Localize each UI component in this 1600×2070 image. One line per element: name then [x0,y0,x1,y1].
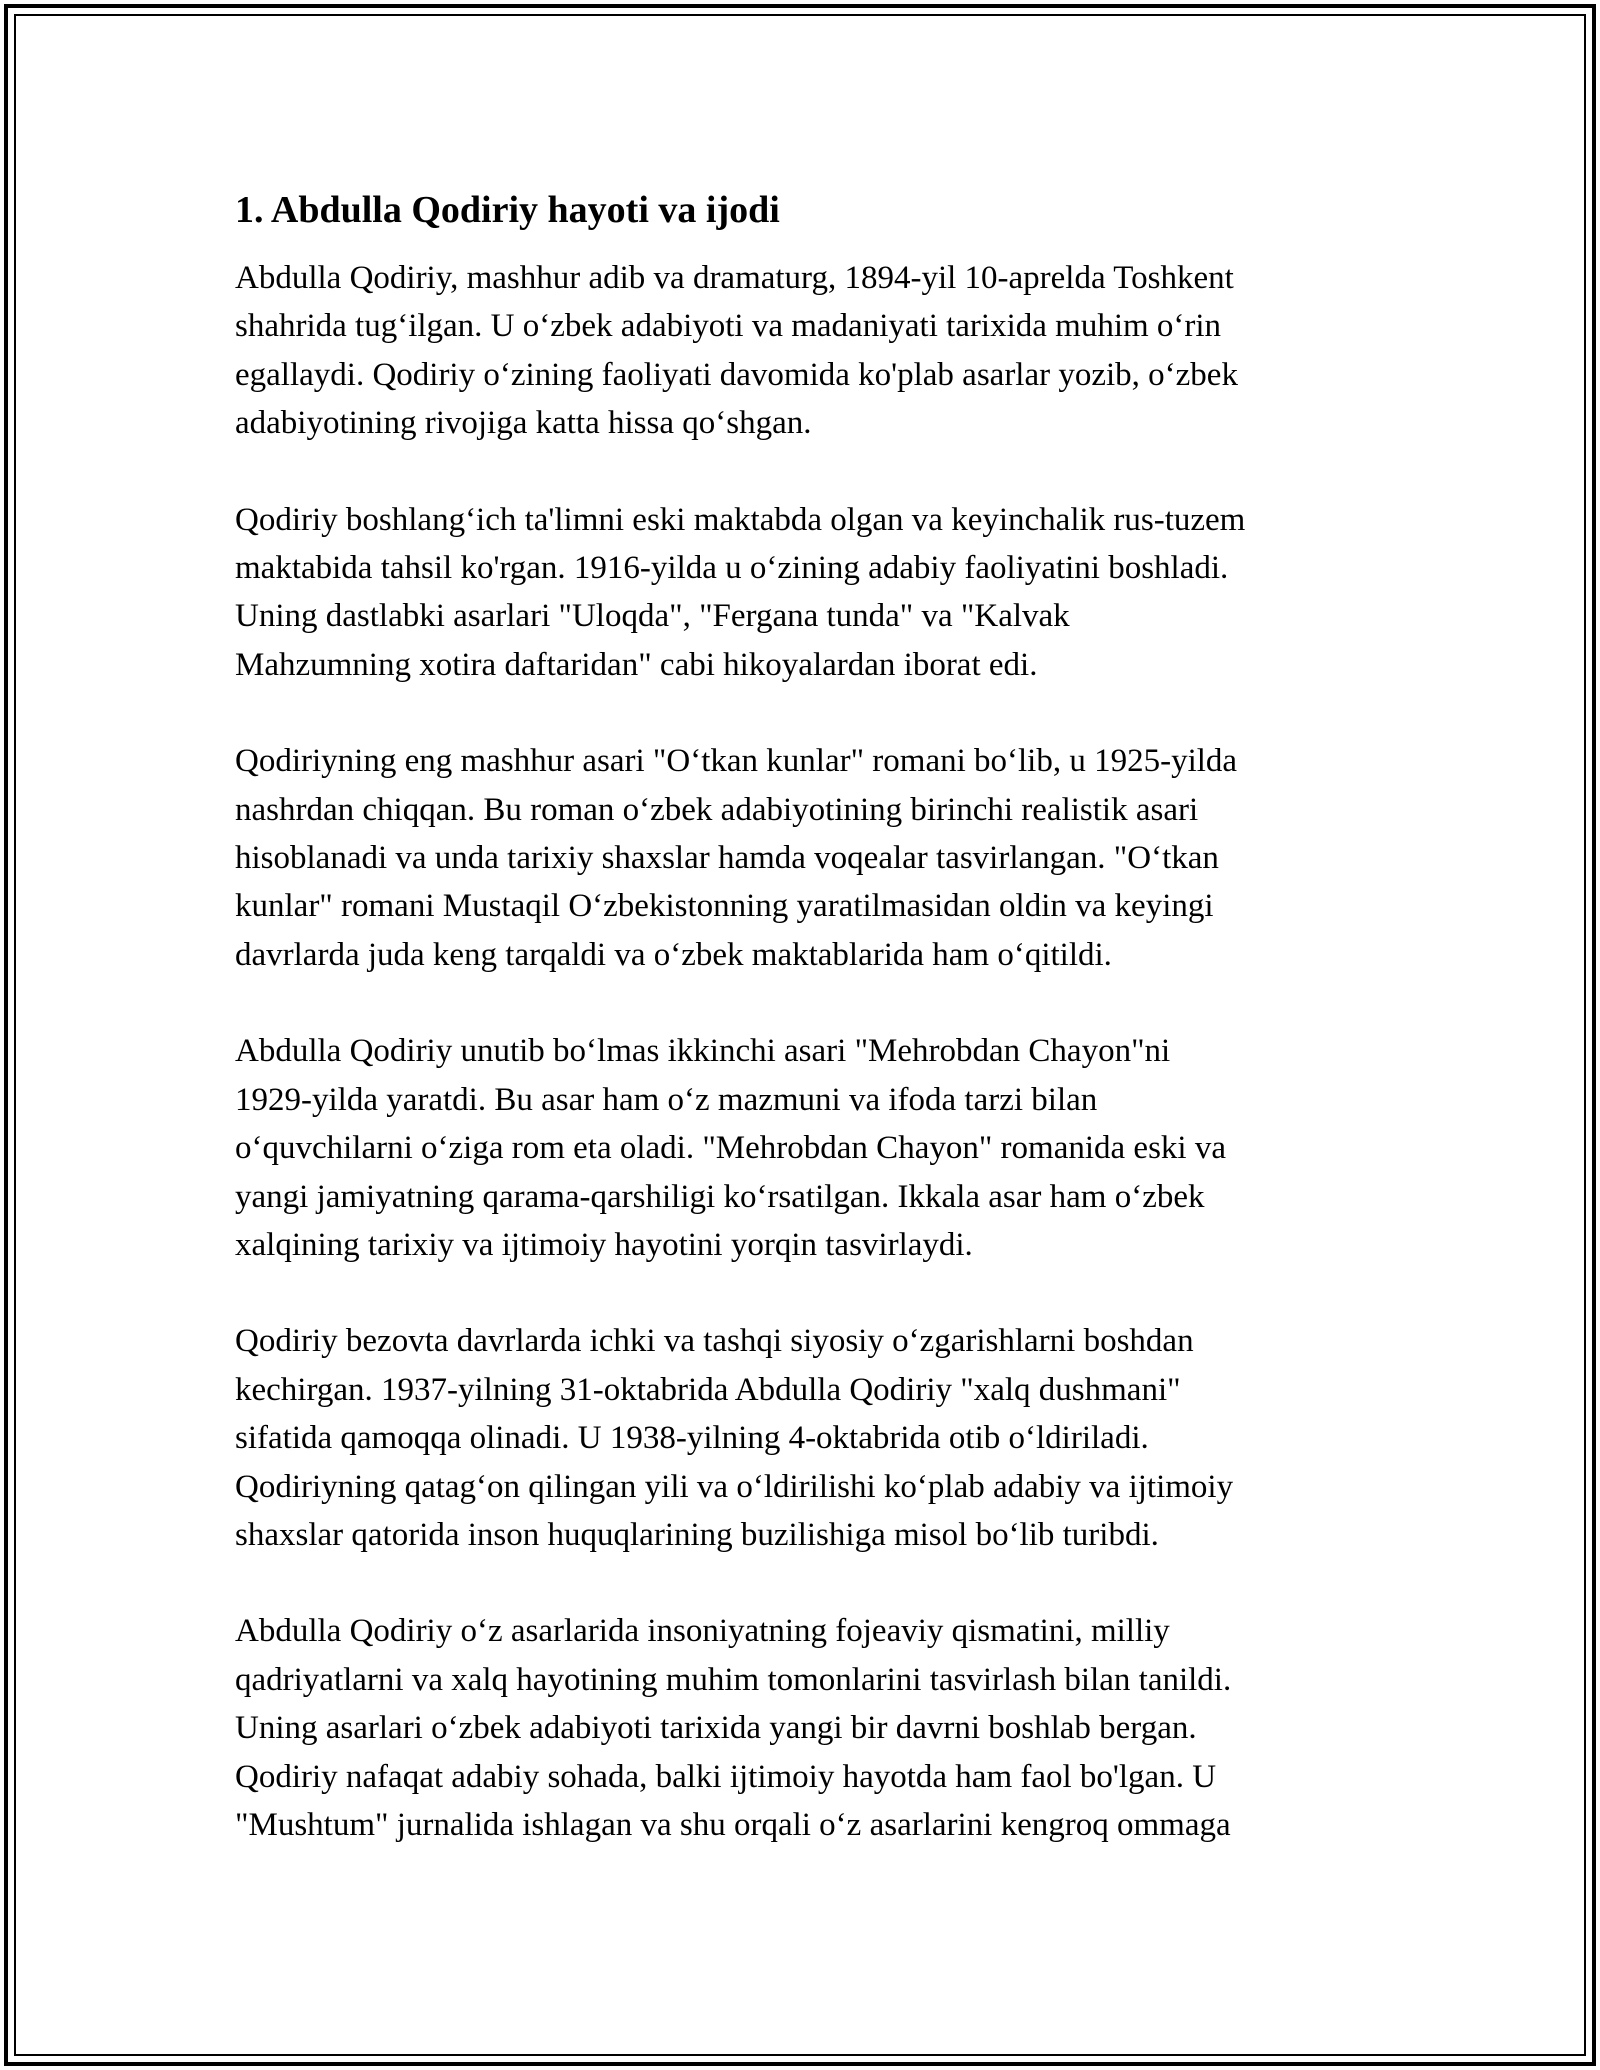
paragraph-line: yangi jamiyatning qarama-qarshiligi ko‘rsatilgan. Ikkala asar ham o‘zbek [235,1178,1205,1215]
body-paragraph [235,1607,1365,1849]
document-body [235,186,1365,1897]
paragraph-line: davrlarda juda keng tarqaldi va o‘zbek maktablarida ham o‘qitildi. [235,936,1112,973]
paragraph-line: Uning dastlabki asarlari "Uloqda", "Fergana tunda" va "Kalvak [235,598,1070,635]
paragraph-line: Mahzumning xotira daftaridan" cabi hikoyalardan iborat edi. [235,646,1038,683]
paragraph-line: kechirgan. 1937-yilning 31-oktabrida Abdulla Qodiriy "xalq dushmani" [235,1371,1181,1408]
paragraph-line: Qodiriyning eng mashhur asari "O‘tkan kunlar" romani bo‘lib, u 1925-yilda [235,743,1238,780]
paragraph-line: shaxslar qatorida inson huquqlarining buzilishiga misol bo‘lib turibdi. [235,1516,1159,1553]
paragraph-line: shahrida tug‘ilgan. U o‘zbek adabiyoti va madaniyati tarixida muhim o‘rin [235,308,1222,345]
paragraph-line: Abdulla Qodiriy, mashhur adib va dramaturg, 1894-yil 10-aprelda Toshkent [235,260,1234,296]
paragraph-line: maktabida tahsil ko'rgan. 1916-yilda u o‘zining adabiy faoliyatini boshladi. [235,550,1229,587]
paragraph-line: 1929-yilda yaratdi. Bu asar ham o‘z mazmuni va ifoda tarzi bilan [235,1081,1098,1118]
body-paragraph [235,496,1365,690]
body-paragraph [235,1027,1365,1269]
paragraph-line: "Mushtum" jurnalida ishlagan va shu orqali o‘z asarlarini kengroq ommaga [235,1806,1231,1843]
paragraph-line: o‘quvchilarni o‘ziga rom eta oladi. "Mehrobdan Chayon" romanida eski va [235,1130,1226,1167]
paragraph-line: sifatida qamoqqa olinadi. U 1938-yilning 4-oktabrida otib o‘ldiriladi. [235,1420,1149,1457]
body-paragraph [235,254,1365,448]
paragraph-line: Abdulla Qodiriy unutib bo‘lmas ikkinchi asari "Mehrobdan Chayon"ni [235,1033,1171,1070]
paragraph-line: Qodiriyning qatag‘on qilingan yili va o‘ldirilishi ko‘plab adabiy va ijtimoiy [235,1468,1234,1505]
paragraph-line: adabiyotining rivojiga katta hissa qo‘shgan. [235,405,812,442]
paragraph-line: Qodiriy nafaqat adabiy sohada, balki ijtimoiy hayotda ham faol bo'lgan. U [235,1758,1217,1795]
paragraph-line: Uning asarlari o‘zbek adabiyoti tarixida yangi bir davrni boshlab bergan. [235,1710,1197,1747]
body-paragraph [235,1317,1365,1559]
paragraphs-container [235,254,1365,1849]
paragraph-line: xalqining tarixiy va ijtimoiy hayotini yorqin tasvirlaydi. [235,1226,973,1263]
paragraph-line: egallaydi. Qodiriy o‘zining faoliyati davomida ko'plab asarlar yozib, o‘zbek [235,356,1238,393]
body-paragraph [235,737,1365,979]
paragraph-line: hisoblanadi va unda tarixiy shaxslar hamda voqealar tasvirlangan. "O‘tkan [235,840,1219,877]
paragraph-line: Qodiriy bezovta davrlarda ichki va tashqi siyosiy o‘zgarishlarni boshdan [235,1323,1194,1360]
paragraph-line: kunlar" romani Mustaqil O‘zbekistonning yaratilmasidan oldin va keyingi [235,888,1214,925]
section-heading: 1. Abdulla Qodiriy hayoti va ijodi [235,189,780,231]
paragraph-line: Abdulla Qodiriy o‘z asarlarida insoniyatning fojeaviy qismatini, milliy [235,1613,1170,1650]
paragraph-line: Qodiriy boshlang‘ich ta'limni eski maktabda olgan va keyinchalik rus-tuzem [235,501,1246,538]
paragraph-line: qadriyatlarni va xalq hayotining muhim tomonlarini tasvirlash bilan tanildi. [235,1661,1232,1698]
paragraph-line: nashrdan chiqqan. Bu roman o‘zbek adabiyotining birinchi realistik asari [235,791,1199,828]
